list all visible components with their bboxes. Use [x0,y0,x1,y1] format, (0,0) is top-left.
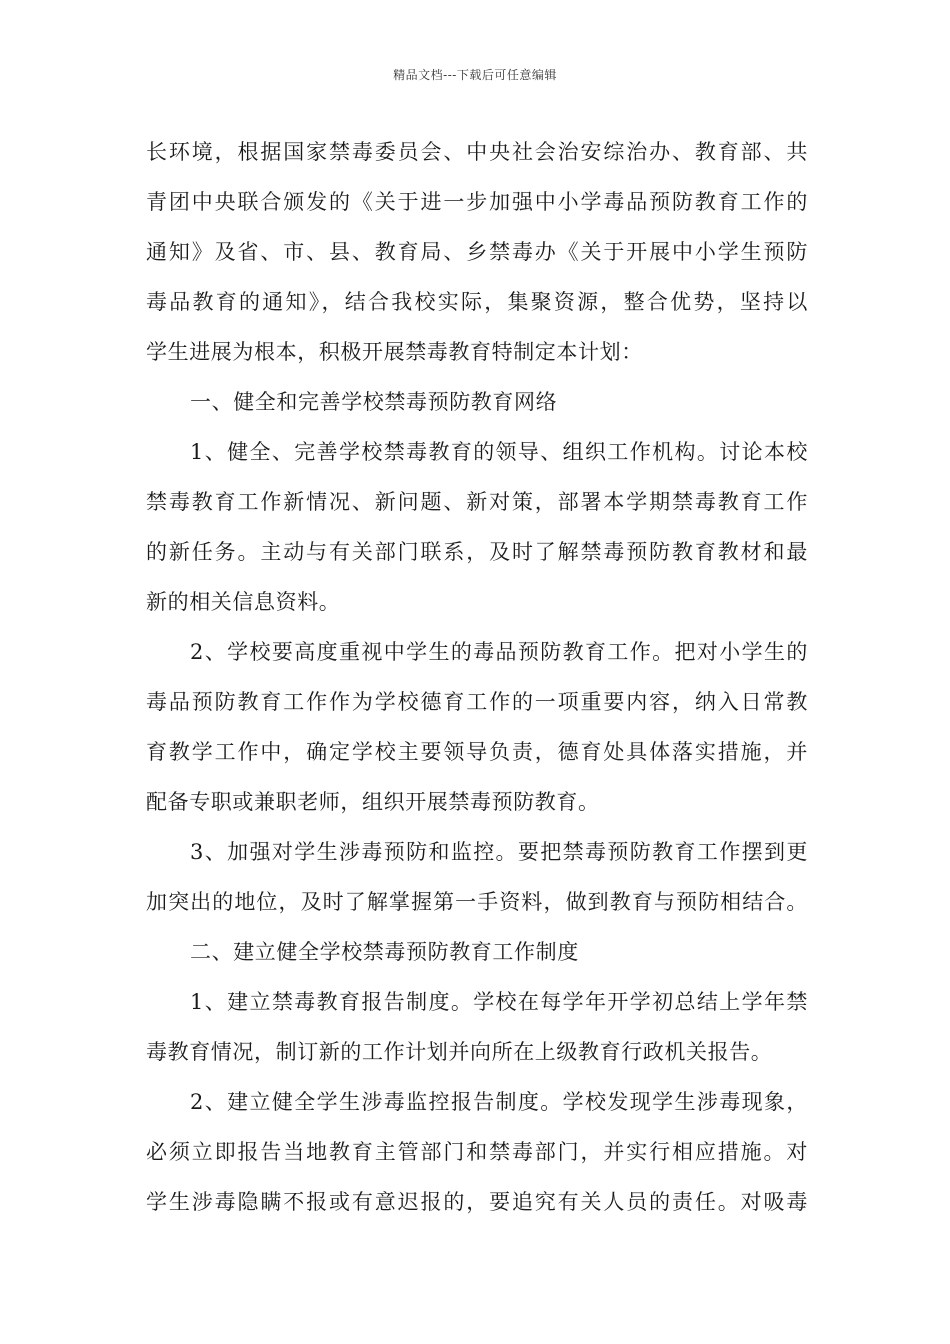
text-line: 学生进展为根本，积极开展禁毒教育特制定本计划： [146,340,643,364]
text-line: 1、健全、完善学校禁毒教育的领导、组织工作机构。讨论本校 [190,440,808,464]
text-line: 二、建立健全学校禁毒预防教育工作制度 [190,940,579,964]
text-line: 育教学工作中，确定学校主要领导负责，德育处具体落实措施，并 [146,740,808,764]
text-line: 青团中央联合颁发的《关于进一步加强中小学毒品预防教育工作的 [146,190,808,214]
text-line: 禁毒教育工作新情况、新问题、新对策，部署本学期禁毒教育工作 [146,490,808,514]
text-line: 长环境，根据国家禁毒委员会、中央社会治安综治办、教育部、共 [146,140,808,164]
document-body [146,136,808,1236]
text-line: 毒品预防教育工作作为学校德育工作的一项重要内容，纳入日常教 [146,690,808,714]
text-line: 新的相关信息资料。 [146,590,341,614]
text-line: 学生涉毒隐瞒不报或有意迟报的，要追究有关人员的责任。对吸毒 [146,1190,808,1214]
text-line: 加突出的地位，及时了解掌握第一手资料，做到教育与预防相结合。 [146,890,808,914]
text-line: 2、建立健全学生涉毒监控报告制度。学校发现学生涉毒现象， [190,1090,808,1114]
text-line: 毒教育情况，制订新的工作计划并向所在上级教育行政机关报告。 [146,1040,773,1064]
text-line: 毒品教育的通知》，结合我校实际，集聚资源，整合优势，坚持以 [146,290,808,314]
text-line: 必须立即报告当地教育主管部门和禁毒部门，并实行相应措施。对 [146,1140,808,1164]
text-line: 3、加强对学生涉毒预防和监控。要把禁毒预防教育工作摆到更 [190,840,808,864]
text-line: 通知》及省、市、县、教育局、乡禁毒办《关于开展中小学生预防 [146,240,808,264]
text-line: 配备专职或兼职老师，组织开展禁毒预防教育。 [146,790,600,814]
text-line: 的新任务。主动与有关部门联系，及时了解禁毒预防教育教材和最 [146,540,808,564]
text-line: 一、健全和完善学校禁毒预防教育网络 [190,390,558,414]
text-line: 2、学校要高度重视中学生的毒品预防教育工作。把对小学生的 [190,640,808,664]
text-line: 1、建立禁毒教育报告制度。学校在每学年开学初总结上学年禁 [190,990,808,1014]
page-header: 精品文档---下载后可任意编辑 [393,68,557,82]
